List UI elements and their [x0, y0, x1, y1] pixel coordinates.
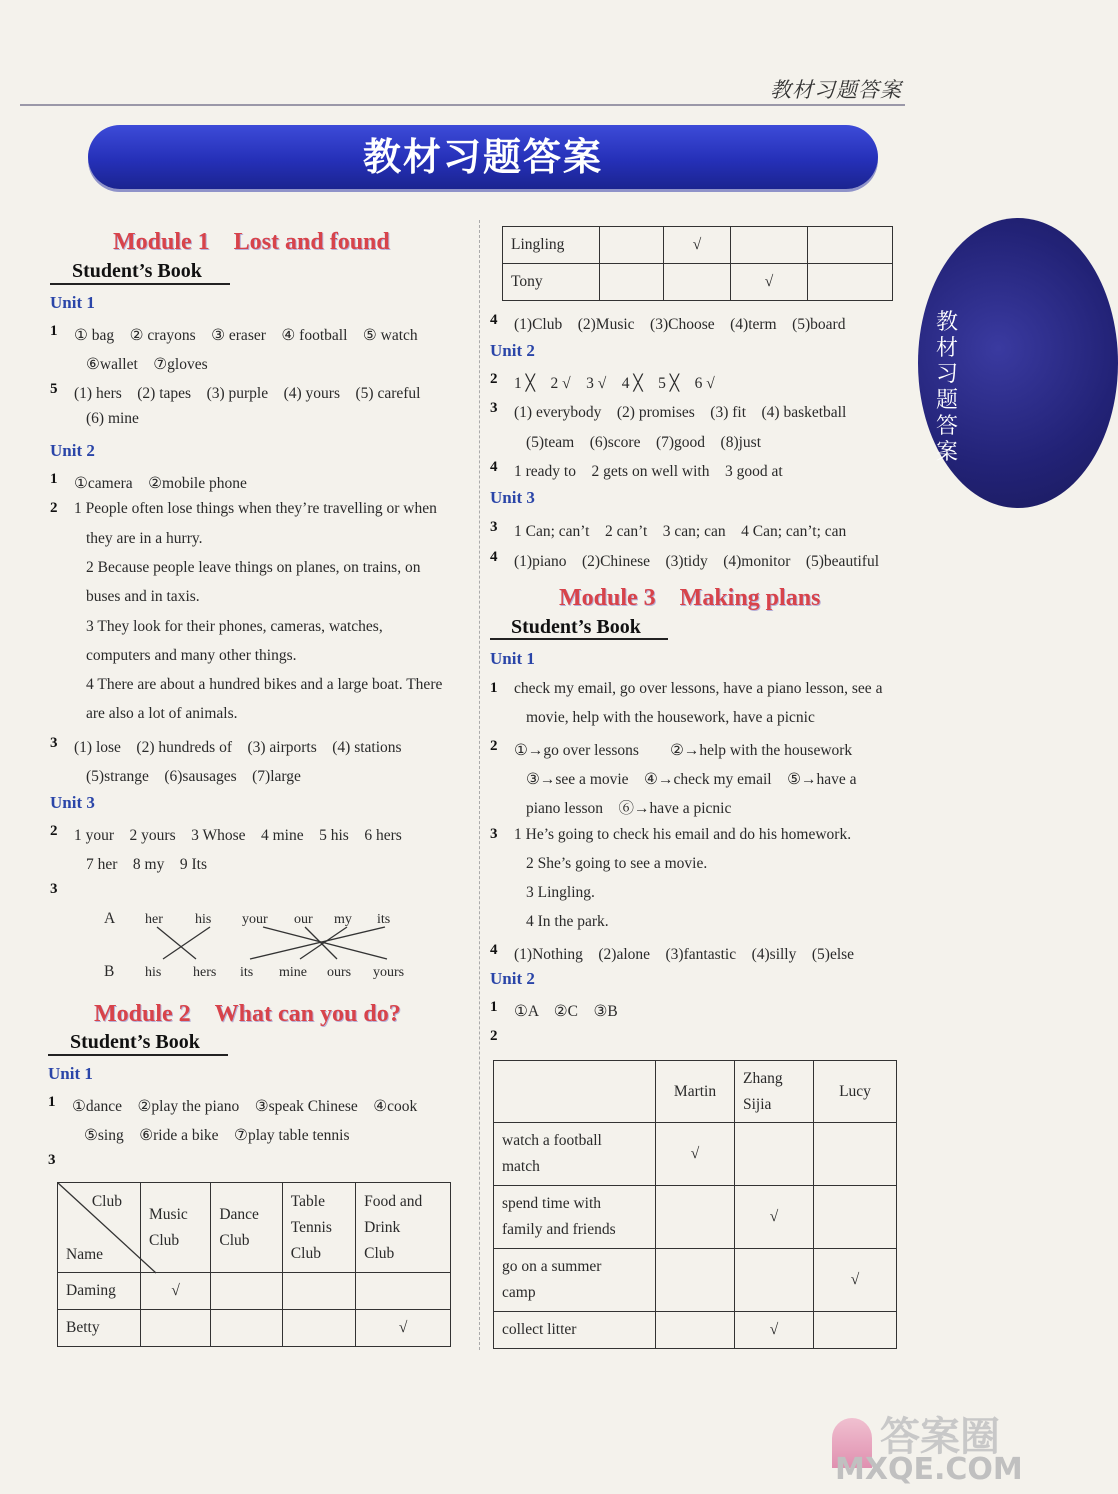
check-cell — [211, 1310, 282, 1347]
row-activity: watch a football match — [494, 1123, 656, 1186]
answer-line: check my email, go over lessons, have a piano lesson, see a — [514, 680, 883, 697]
answer-line: ① bag ② crayons ③ eraser ④ football ⑤ watch — [74, 327, 418, 344]
check-cell: √ — [664, 227, 731, 264]
answer-line: (1)Club (2)Music (3)Choose (4)term (5)board — [514, 316, 846, 333]
check-cell: √ — [735, 1186, 814, 1249]
table-row — [494, 1249, 897, 1312]
col-header-music: Music Club — [141, 1183, 211, 1273]
question-number: 3 — [48, 1152, 56, 1168]
match-word: her — [145, 912, 163, 927]
check-cell: √ — [356, 1310, 451, 1347]
answer-line: 1 your 2 yours 3 Whose 4 mine 5 his 6 hers — [74, 827, 402, 844]
match-word: yours — [373, 965, 405, 980]
answer-line: (6) mine — [86, 410, 139, 427]
check-cell — [656, 1186, 735, 1249]
question-number: 4 — [490, 458, 498, 475]
module-2-title: Module 2 What can you do? — [94, 1001, 401, 1027]
answer-line: are also a lot of animals. — [86, 705, 238, 723]
check-cell — [211, 1273, 282, 1310]
table-row — [503, 227, 893, 264]
match-row-b-label: B — [104, 963, 115, 980]
col-header-food-drink: Food and Drink Club — [356, 1183, 451, 1273]
col-header-lucy: Lucy — [814, 1061, 897, 1123]
question-number: 2 — [490, 371, 498, 387]
match-word: his — [145, 965, 162, 980]
match-line — [305, 927, 337, 959]
answer-line: 1 ╳ 2 √ 3 √ 4 ╳ 5 ╳ 6 √ — [514, 375, 715, 392]
m2-book-underline — [48, 1054, 228, 1056]
check-cell — [735, 1123, 814, 1186]
column-divider — [479, 220, 480, 1350]
check-cell — [282, 1273, 355, 1310]
match-line — [250, 927, 385, 959]
match-line — [163, 927, 210, 959]
match-row-a-label: A — [104, 910, 116, 927]
answer-line: ①camera ②mobile phone — [74, 475, 247, 492]
m3-unit-1: Unit 1 — [490, 649, 535, 668]
watermark-logo: 答案圈 — [880, 1414, 1000, 1460]
header-tag: 教材习题答案 — [770, 78, 902, 102]
row-activity: go on a summer camp — [494, 1249, 656, 1312]
answer-line: (1) everybody (2) promises (3) fit (4) basketball — [514, 404, 847, 422]
match-word: mine — [279, 965, 307, 980]
check-cell: √ — [735, 1312, 814, 1349]
m1-unit-3: Unit 3 — [50, 793, 95, 812]
side-tab-label: 教材习题答案 — [935, 310, 958, 465]
check-cell — [656, 1312, 735, 1349]
table-row — [494, 1312, 897, 1349]
question-number: 4 — [490, 548, 498, 565]
match-line — [263, 927, 387, 959]
answer-line: 2 She’s going to see a movie. — [526, 854, 708, 872]
answer-line: buses and in taxis. — [86, 588, 200, 606]
check-cell — [814, 1123, 897, 1186]
check-cell — [814, 1312, 897, 1349]
match-word: our — [294, 912, 313, 927]
match-word: your — [242, 912, 268, 927]
match-word: ours — [327, 965, 352, 980]
answer-line: (1)piano (2)Chinese (3)tidy (4)monitor (5)beautiful — [514, 552, 880, 570]
match-line — [300, 927, 347, 959]
row-name: Tony — [503, 264, 600, 301]
m3-students-book: Student’s Book — [511, 616, 641, 638]
col-header-martin: Martin — [656, 1061, 735, 1123]
answer-line: ①A ②C ③B — [514, 1003, 618, 1020]
answer-line: 7 her 8 my 9 Its — [86, 856, 207, 873]
col-header-dance: Dance Club — [211, 1183, 282, 1273]
m3-unit-2: Unit 2 — [490, 969, 535, 988]
question-number: 4 — [490, 941, 498, 958]
answer-line: 1 People often lose things when they’re travelling or when — [74, 500, 437, 518]
m1-students-book: Student’s Book — [72, 260, 202, 282]
table-row — [494, 1186, 897, 1249]
answer-line: ⑤sing ⑥ride a bike ⑦play table tennis — [84, 1127, 350, 1144]
match-word: its — [240, 965, 254, 980]
club-table — [57, 1182, 451, 1347]
match-line — [157, 927, 196, 959]
question-number: 3 — [50, 734, 58, 751]
check-cell — [600, 264, 664, 301]
question-number: 2 — [490, 738, 498, 755]
question-number: 1 — [50, 323, 58, 339]
question-number: 2 — [50, 500, 58, 517]
check-cell: √ — [814, 1249, 897, 1312]
table-row — [494, 1123, 897, 1186]
answer-line: 4 In the park. — [526, 912, 609, 930]
check-cell — [808, 227, 893, 264]
match-word: its — [377, 912, 391, 927]
row-name: Betty — [58, 1310, 141, 1347]
answer-line: 1 He’s going to check his email and do his homework. — [514, 825, 852, 843]
question-number: 3 — [490, 519, 498, 535]
plans-table — [493, 1060, 897, 1349]
row-name: Lingling — [503, 227, 600, 264]
check-cell — [282, 1310, 355, 1347]
page-title: 教材习题答案 — [362, 135, 603, 179]
check-cell — [600, 227, 664, 264]
answer-line: 1 Can; can’t 2 can’t 3 can; can 4 Can; can’t; can — [514, 523, 847, 540]
m1-unit-2: Unit 2 — [50, 441, 95, 460]
table-row — [503, 264, 893, 301]
question-number: 1 — [490, 999, 498, 1015]
table-corner-cell — [58, 1183, 141, 1273]
watermark-url: MXQE.COM — [835, 1452, 1023, 1487]
question-number: 3 — [50, 881, 58, 897]
answer-line: (5)team (6)score (7)good (8)just — [526, 433, 762, 451]
corner-bottom-label: Name — [66, 1246, 104, 1263]
m3-book-underline — [490, 638, 668, 640]
answer-line: ①dance ②play the piano ③speak Chinese ④cook — [72, 1098, 418, 1115]
check-cell — [814, 1186, 897, 1249]
check-cell — [356, 1273, 451, 1310]
m2-students-book: Student’s Book — [70, 1031, 200, 1053]
check-cell — [656, 1249, 735, 1312]
answer-line: piano lesson ⑥→have a picnic — [526, 800, 732, 818]
header-divider — [20, 104, 905, 106]
module-3-title: Module 3 Making plans — [559, 585, 821, 611]
row-activity: collect litter — [494, 1312, 656, 1349]
m1-unit-1: Unit 1 — [50, 293, 95, 312]
check-cell — [141, 1310, 211, 1347]
question-number: 2 — [50, 823, 58, 839]
club-table-continued — [502, 226, 893, 301]
plans-corner-cell — [494, 1061, 656, 1123]
question-number: 1 — [48, 1094, 56, 1110]
answer-line: (1) hers (2) tapes (3) purple (4) yours (5) careful — [74, 385, 421, 402]
answer-line: 2 Because people leave things on planes, on trains, on — [86, 558, 421, 576]
answer-line: ①→go over lessons ②→help with the housework — [514, 742, 853, 760]
check-cell: √ — [731, 264, 808, 301]
check-cell — [808, 264, 893, 301]
check-cell: √ — [141, 1273, 211, 1310]
answer-line: movie, help with the housework, have a picnic — [526, 709, 815, 727]
col-header-table-tennis: Table Tennis Club — [282, 1183, 355, 1273]
answer-line: 3 Lingling. — [526, 883, 595, 901]
check-cell: √ — [656, 1123, 735, 1186]
row-name: Daming — [58, 1273, 141, 1310]
corner-top-label: Club — [91, 1193, 122, 1210]
answer-line: 1 ready to 2 gets on well with 3 good at — [514, 462, 783, 480]
check-cell — [731, 227, 808, 264]
answer-line: ⑥wallet ⑦gloves — [86, 356, 208, 373]
module-1-title: Module 1 Lost and found — [113, 229, 390, 255]
question-number: 1 — [50, 471, 58, 487]
m2-unit-3: Unit 3 — [490, 488, 535, 507]
m2-unit-2: Unit 2 — [490, 341, 535, 360]
row-activity: spend time with family and friends — [494, 1186, 656, 1249]
col-header-zhang-sijia: Zhang Sijia — [735, 1061, 814, 1123]
check-cell — [664, 264, 731, 301]
answer-line: (1) lose (2) hundreds of (3) airports (4) stations — [74, 738, 402, 756]
answer-line: ③→see a movie ④→check my email ⑤→have a — [526, 771, 857, 789]
check-cell — [735, 1249, 814, 1312]
answer-line: 3 They look for their phones, cameras, watches, — [86, 617, 383, 635]
question-number: 4 — [490, 312, 498, 328]
match-word: my — [334, 912, 352, 927]
answer-line: they are in a hurry. — [86, 529, 203, 547]
table-row — [58, 1273, 451, 1310]
answer-line: 4 There are about a hundred bikes and a large boat. There — [86, 676, 443, 694]
match-word: his — [195, 912, 212, 927]
answer-line: (5)strange (6)sausages (7)large — [86, 768, 301, 785]
question-number: 1 — [490, 680, 498, 696]
m1-book-underline — [50, 283, 230, 285]
question-number: 5 — [50, 381, 58, 397]
match-word: hers — [193, 965, 217, 980]
table-row — [58, 1310, 451, 1347]
question-number: 3 — [490, 825, 498, 842]
answer-line: computers and many other things. — [86, 646, 297, 664]
m2-unit-1: Unit 1 — [48, 1064, 93, 1083]
question-number: 2 — [490, 1028, 498, 1044]
question-number: 3 — [490, 400, 498, 417]
answer-line: (1)Nothing (2)alone (3)fantastic (4)silly (5)else — [514, 945, 855, 963]
